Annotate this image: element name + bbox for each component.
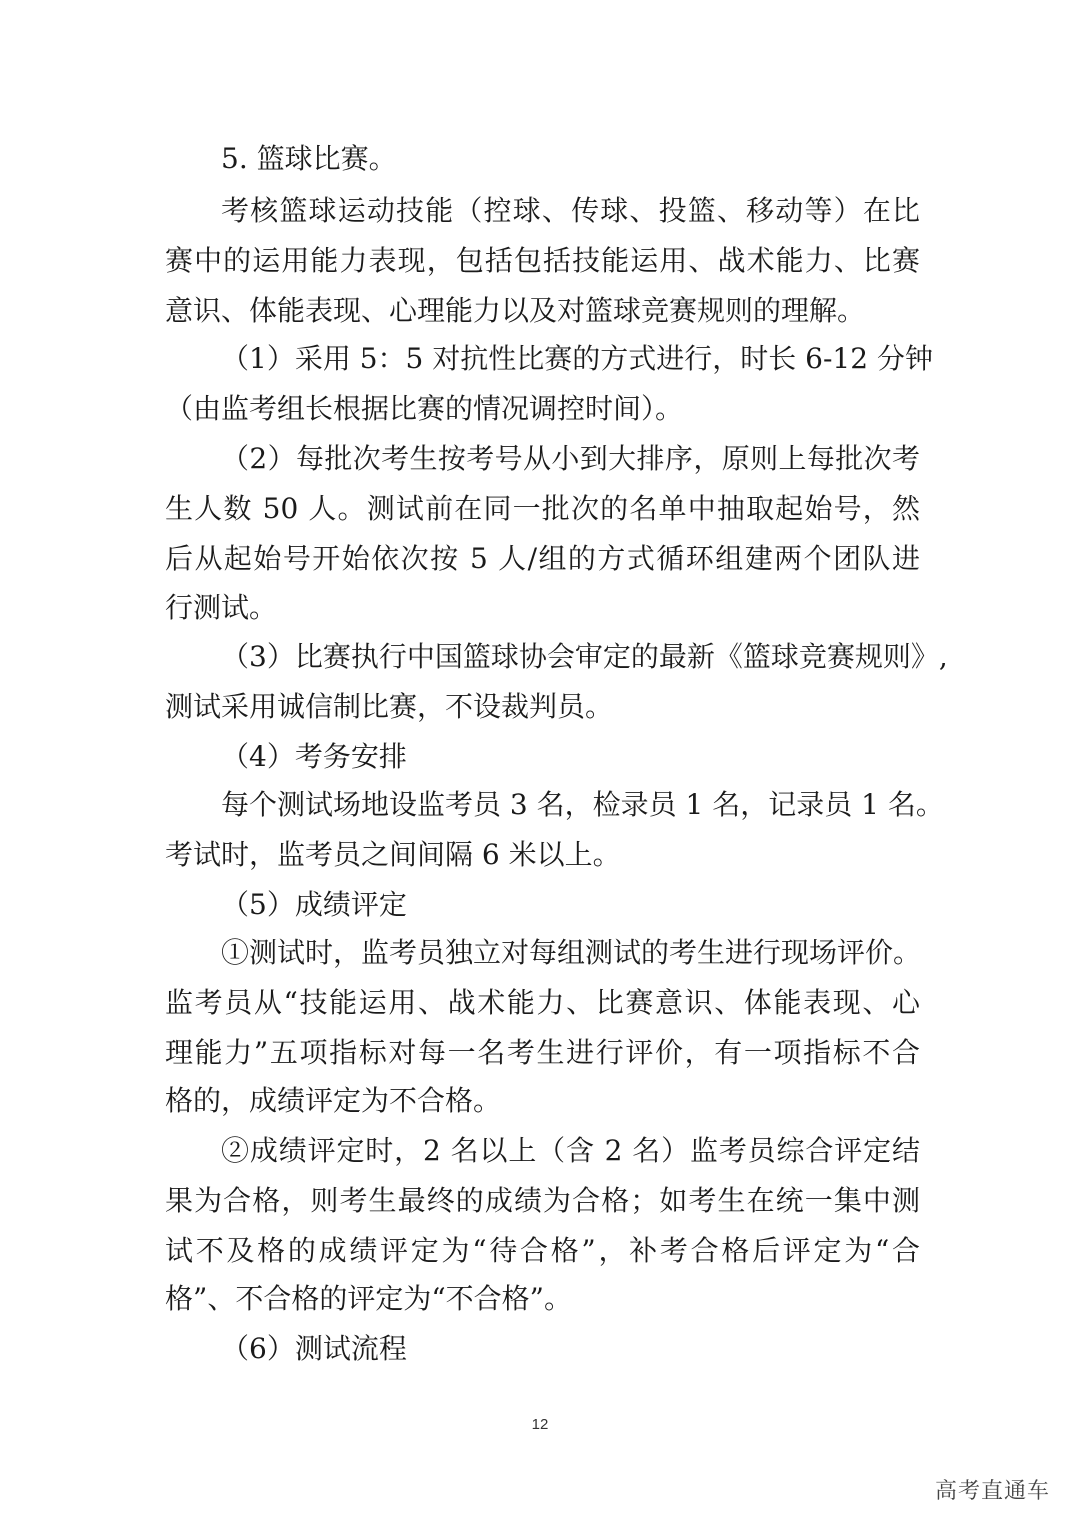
paragraph-line: （3）比赛执行中国篮球协会审定的最新《篮球竞赛规则》,	[221, 640, 948, 673]
paragraph-line: 生人数 50 人。测试前在同一批次的名单中抽取起始号，然	[165, 492, 920, 525]
paragraph-line: ②成绩评定时，2 名以上（含 2 名）监考员综合评定结	[221, 1134, 920, 1167]
paragraph-line: ①测试时，监考员独立对每组测试的考生进行现场评价。	[221, 936, 922, 969]
paragraph-line: 行测试。	[165, 591, 278, 624]
section-heading-basketball: 5. 篮球比赛。	[221, 142, 397, 175]
paragraph-line: 测试采用诚信制比赛，不设裁判员。	[165, 690, 614, 723]
paragraph-line: 考试时，监考员之间间隔 6 米以上。	[165, 838, 621, 871]
paragraph-line: 格的，成绩评定为不合格。	[165, 1084, 502, 1117]
page-number: 12	[531, 1416, 549, 1433]
paragraph-line: 果为合格，则考生最终的成绩为合格；如考生在统一集中测	[165, 1184, 920, 1217]
paragraph-line: 格”、不合格的评定为“不合格”。	[165, 1282, 572, 1315]
paragraph-line: （1）采用 5：5 对抗性比赛的方式进行，时长 6-12 分钟	[221, 342, 933, 375]
subsection-heading: （6）测试流程	[221, 1332, 407, 1365]
watermark-text: 高考直通车	[934, 1479, 1050, 1504]
subsection-heading: （5）成绩评定	[221, 888, 407, 921]
paragraph-line: 监考员从“技能运用、战术能力、比赛意识、体能表现、心	[165, 986, 920, 1019]
paragraph-line: （2）每批次考生按考号从小到大排序，原则上每批次考	[221, 442, 920, 475]
paragraph-line: （由监考组长根据比赛的情况调控时间）。	[165, 392, 684, 425]
paragraph-line: 每个测试场地设监考员 3 名，检录员 1 名，记录员 1 名。	[221, 788, 944, 821]
paragraph-line: 考核篮球运动技能（控球、传球、投篮、移动等）在比	[221, 194, 920, 227]
paragraph-line: 意识、体能表现、心理能力以及对篮球竞赛规则的理解。	[165, 294, 866, 327]
paragraph-line: 试不及格的成绩评定为“待合格”，补考合格后评定为“合	[165, 1234, 920, 1267]
paragraph-line: 理能力”五项指标对每一名考生进行评价，有一项指标不合	[165, 1036, 920, 1069]
paragraph-line: 赛中的运用能力表现，包括包括技能运用、战术能力、比赛	[165, 244, 920, 277]
subsection-heading: （4）考务安排	[221, 740, 407, 773]
paragraph-line: 后从起始号开始依次按 5 人/组的方式循环组建两个团队进	[165, 542, 920, 575]
